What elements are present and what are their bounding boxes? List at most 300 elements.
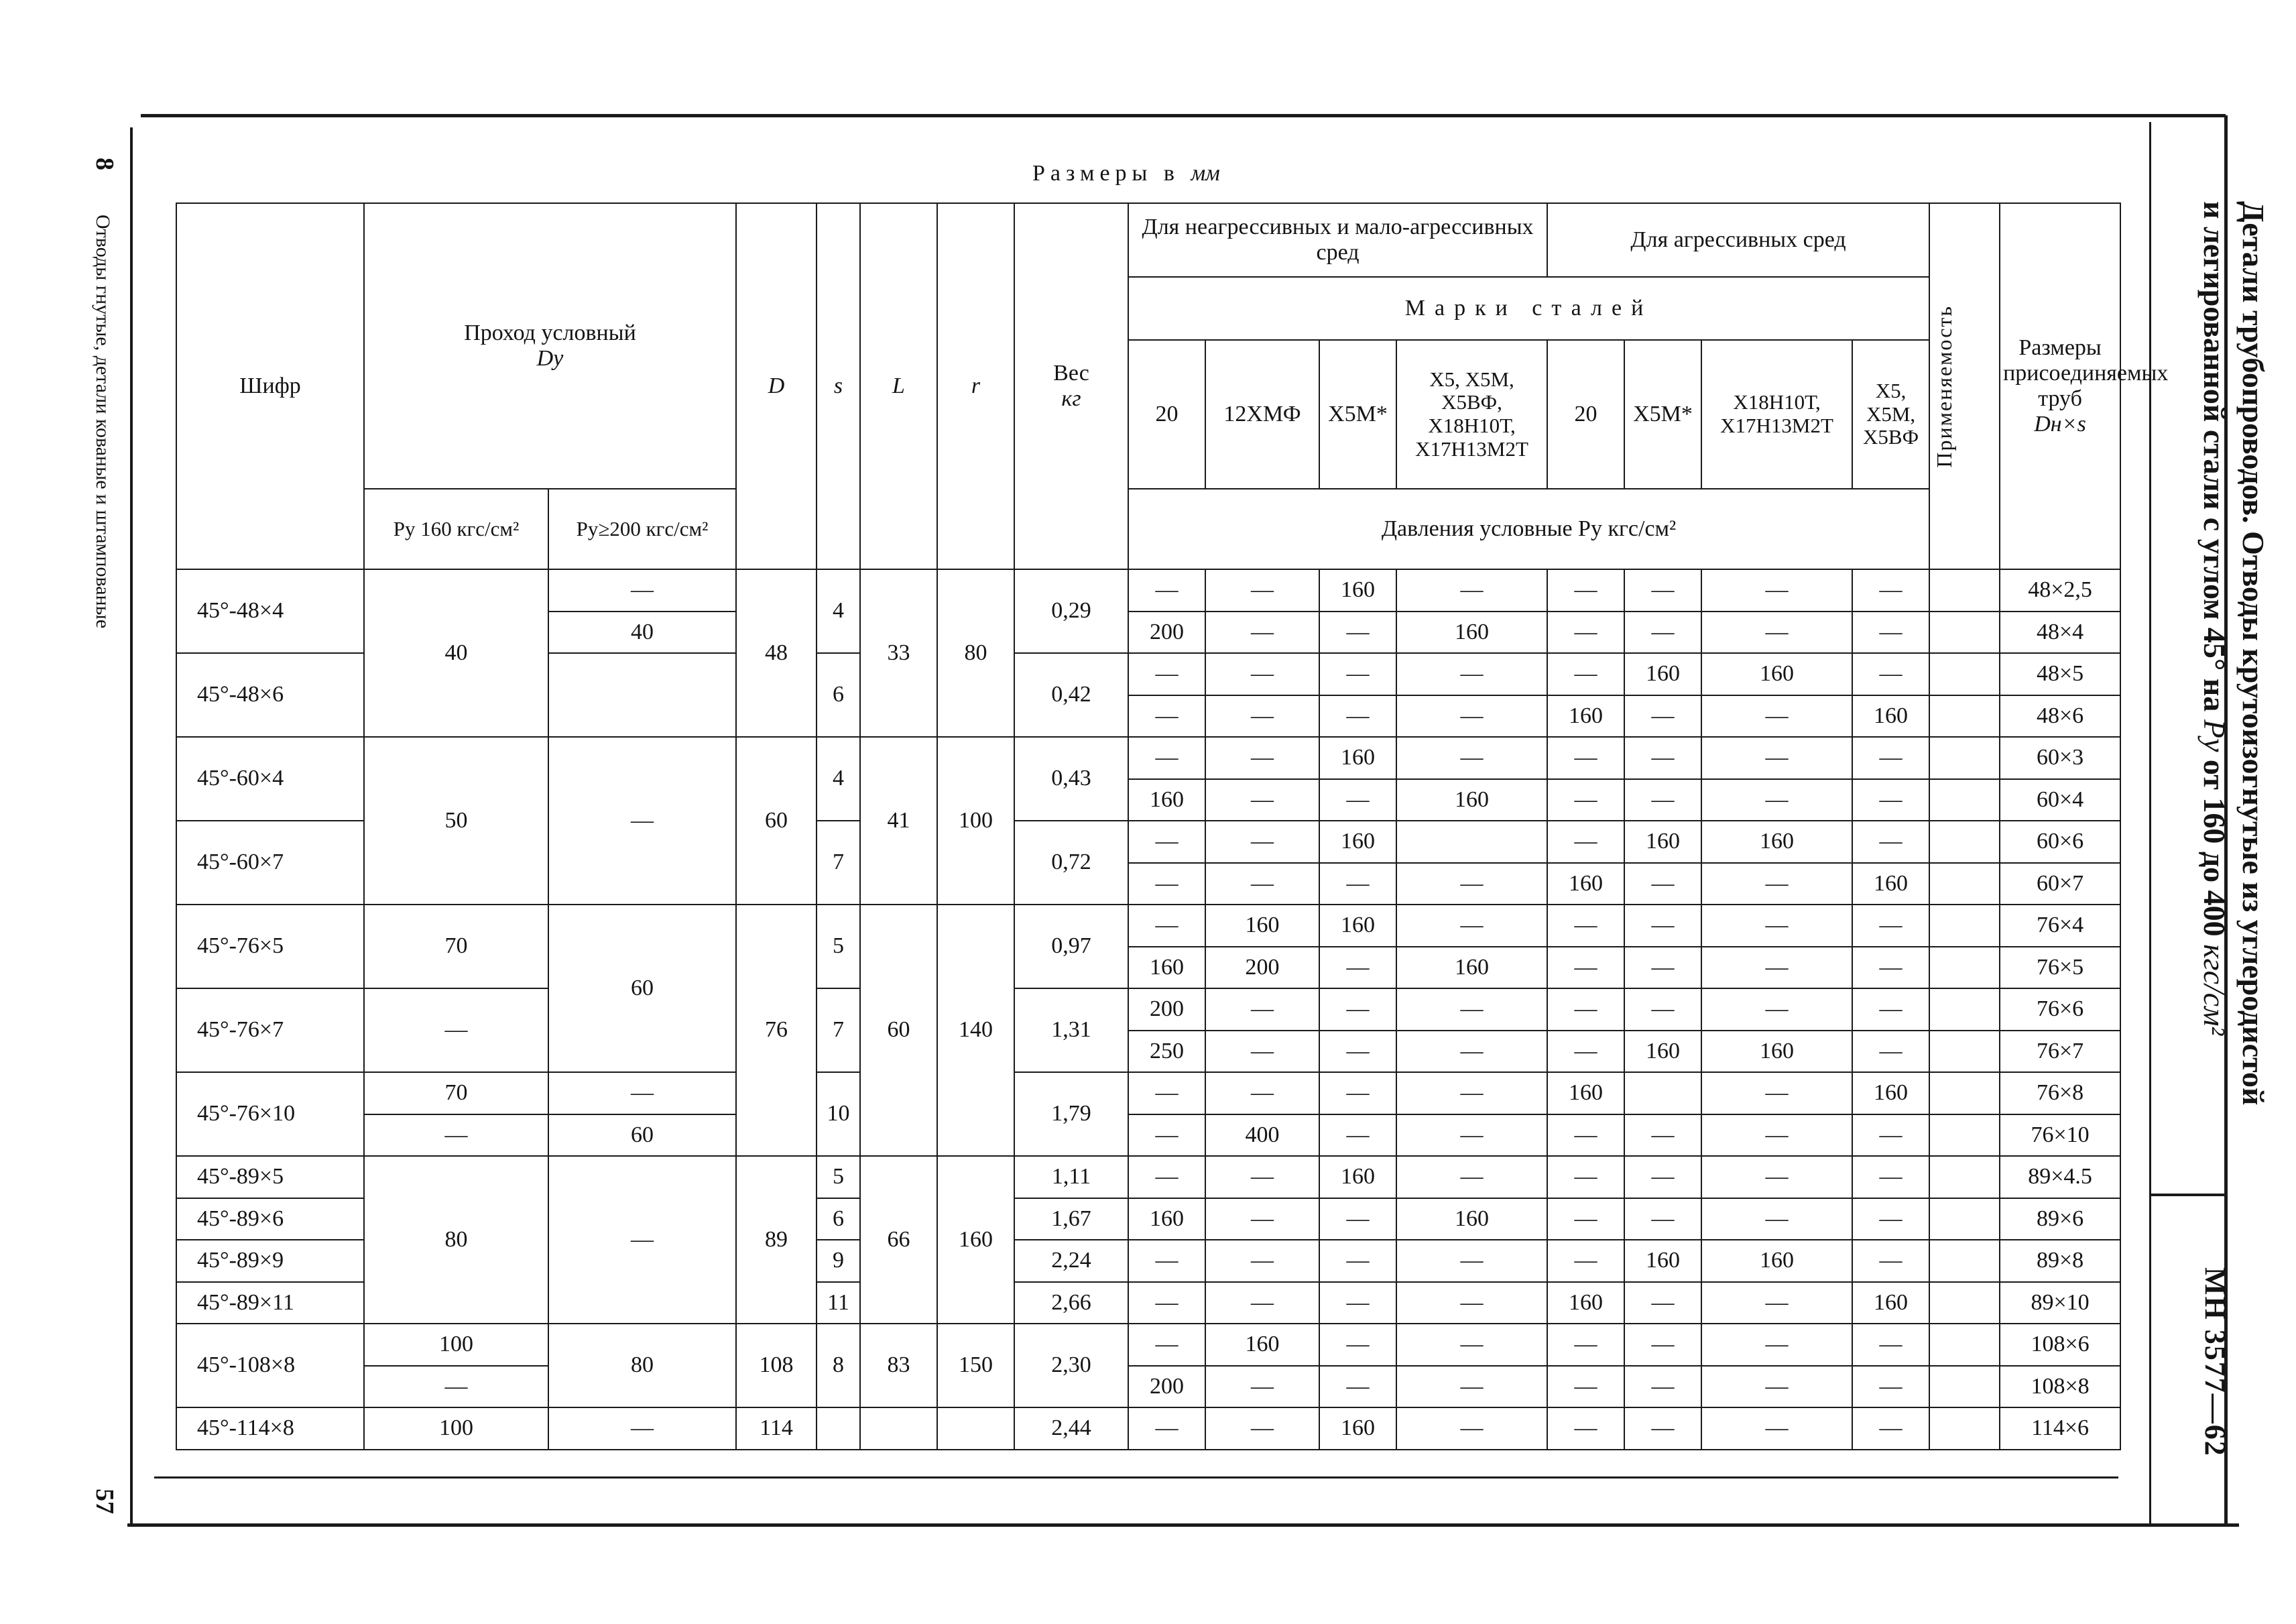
applicability-cell xyxy=(1929,569,2000,612)
header-pipe-sizes xyxy=(2000,203,2169,569)
pipe-size-cell: 60×6 xyxy=(2000,821,2120,863)
pressure-cell: — xyxy=(1396,1282,1547,1324)
applicability-cell xyxy=(1929,1031,2000,1073)
cipher-cell: 45°-89×5 xyxy=(176,1156,364,1198)
pressure-cell: 160 xyxy=(1701,1031,1852,1073)
pressure-cell: — xyxy=(1396,1407,1547,1450)
pressure-cell: — xyxy=(1128,1324,1205,1366)
s-cell: 4 xyxy=(817,737,860,821)
pipe-size-cell: 89×10 xyxy=(2000,1282,2120,1324)
pipe-size-cell: 48×6 xyxy=(2000,695,2120,738)
document-code: МН 3577—62 xyxy=(2199,1267,2232,1457)
header-py200: Pу≥200 кгс/см² xyxy=(548,489,736,569)
pressure-cell: — xyxy=(1396,653,1547,695)
pressure-cell: — xyxy=(1624,612,1701,654)
weight-cell: 1,67 xyxy=(1014,1198,1128,1240)
weight-cell: 0,72 xyxy=(1014,821,1128,905)
pressure-cell: — xyxy=(1547,1324,1624,1366)
pressure-cell: — xyxy=(1128,1240,1205,1282)
pipe-size-cell: 108×6 xyxy=(2000,1324,2120,1366)
cipher-cell: 45°-60×7 xyxy=(176,821,364,905)
pressure-cell: 160 xyxy=(1205,905,1319,947)
header-r: r xyxy=(937,203,1014,569)
cipher-cell: 45°-114×8 xyxy=(176,1407,364,1450)
pressure-cell: — xyxy=(1205,1072,1319,1114)
pressure-cell: 160 xyxy=(1319,1156,1396,1198)
r-cell: 80 xyxy=(937,569,1014,737)
pressure-cell: — xyxy=(1205,779,1319,821)
pressure-cell: — xyxy=(1205,1198,1319,1240)
r-cell: 160 xyxy=(937,1156,1014,1324)
pressure-cell: — xyxy=(1547,737,1624,779)
applicability-cell xyxy=(1929,1282,2000,1324)
s-cell: 9 xyxy=(817,1240,860,1282)
cipher-cell: 45°-48×6 xyxy=(176,653,364,737)
pressure-cell: — xyxy=(1205,653,1319,695)
weight-cell: 2,44 xyxy=(1014,1407,1128,1450)
grade-4: 20 xyxy=(1547,340,1624,489)
pipe-size-cell: 60×3 xyxy=(2000,737,2120,779)
dimensions-caption-unit: мм xyxy=(1191,161,1220,186)
pipe-size-cell: 76×10 xyxy=(2000,1114,2120,1157)
pressure-cell: — xyxy=(1852,779,1929,821)
D-cell: 60 xyxy=(736,737,817,905)
pressure-cell: — xyxy=(1701,569,1852,612)
pressure-cell: 160 xyxy=(1319,737,1396,779)
title-line-2 xyxy=(2195,201,2234,1341)
pressure-cell: 160 xyxy=(1128,779,1205,821)
dy160-cell: — xyxy=(364,1114,548,1157)
applicability-cell xyxy=(1929,612,2000,654)
pressure-cell: — xyxy=(1396,1324,1547,1366)
pressure-cell: — xyxy=(1319,988,1396,1031)
grade-1: 12ХМФ xyxy=(1205,340,1319,489)
applicability-cell xyxy=(1929,905,2000,947)
pressure-cell: 160 xyxy=(1396,947,1547,989)
dimensions-caption-text: Размеры в xyxy=(1032,161,1180,186)
cipher-cell: 45°-60×4 xyxy=(176,737,364,821)
applicability-cell xyxy=(1929,1407,2000,1450)
table-row xyxy=(176,905,2120,947)
table-bottom-rule xyxy=(154,1476,2118,1478)
section-title: Отводы гнутые, детали кованые и штампованые xyxy=(92,215,114,629)
pressure-cell: — xyxy=(1701,1072,1852,1114)
L-cell: 83 xyxy=(860,1324,937,1407)
dy200-cell: — xyxy=(548,1407,736,1450)
pressure-cell: — xyxy=(1852,737,1929,779)
pressure-cell: — xyxy=(1547,1240,1624,1282)
s-cell: 5 xyxy=(817,1156,860,1198)
title-line-2-text: и легированной стали с углом 45° на xyxy=(2197,201,2232,712)
grade-0: 20 xyxy=(1128,340,1205,489)
s-cell: 4 xyxy=(817,569,860,653)
pressure-cell: — xyxy=(1547,988,1624,1031)
elbow-dimensions-table xyxy=(176,202,2169,1450)
dy160-cell: — xyxy=(364,1366,548,1408)
pressure-cell: 160 xyxy=(1624,653,1701,695)
dy160-cell: 70 xyxy=(364,905,548,988)
pressure-cell: — xyxy=(1128,695,1205,738)
pressure-cell: — xyxy=(1319,1114,1396,1157)
page-number-bottom: 57 xyxy=(90,1489,119,1514)
pressure-cell: — xyxy=(1319,1324,1396,1366)
pressure-cell: — xyxy=(1396,988,1547,1031)
dy160-cell: 100 xyxy=(364,1324,548,1366)
header-s: s xyxy=(817,203,860,569)
dy200-cell: 60 xyxy=(548,1114,736,1157)
dy160-cell: 70 xyxy=(364,1072,548,1114)
dimensions-caption xyxy=(1032,161,1220,186)
pressure-cell: 160 xyxy=(1319,821,1396,863)
pressure-cell: — xyxy=(1547,1156,1624,1198)
pipe-size-cell: 48×5 xyxy=(2000,653,2120,695)
pressure-cell: — xyxy=(1852,612,1929,654)
weight-cell: 0,42 xyxy=(1014,653,1128,737)
header-weight xyxy=(1014,203,1128,569)
header-L: L xyxy=(860,203,937,569)
table-body xyxy=(176,569,2120,1450)
pipe-size-cell: 76×5 xyxy=(2000,947,2120,989)
pressure-cell: — xyxy=(1319,1240,1396,1282)
pressure-cell: — xyxy=(1547,1366,1624,1408)
pressure-cell: — xyxy=(1128,863,1205,905)
L-cell: 33 xyxy=(860,569,937,737)
pressure-cell: — xyxy=(1852,653,1929,695)
pressure-cell: 200 xyxy=(1128,1366,1205,1408)
pressure-cell: — xyxy=(1624,695,1701,738)
title-pressure-symbol: Py xyxy=(2197,719,2232,752)
pressure-cell: — xyxy=(1547,905,1624,947)
applicability-cell xyxy=(1929,695,2000,738)
pressure-cell: — xyxy=(1624,737,1701,779)
pressure-cell: — xyxy=(1128,737,1205,779)
header-passage-symbol: Dу xyxy=(536,346,564,371)
pressure-cell: — xyxy=(1701,1156,1852,1198)
pipe-size-cell: 108×8 xyxy=(2000,1366,2120,1408)
pipe-size-cell: 89×4.5 xyxy=(2000,1156,2120,1198)
pressure-cell: 160 xyxy=(1624,821,1701,863)
pressure-cell: 160 xyxy=(1319,569,1396,612)
header-conditional-pressure: Давления условные Pу кгс/см² xyxy=(1128,489,1929,569)
pressure-cell: 160 xyxy=(1547,863,1624,905)
header-applicability-text: Применяемость xyxy=(1932,304,1957,468)
pressure-cell: — xyxy=(1624,1198,1701,1240)
table-row xyxy=(176,1366,2120,1408)
pressure-cell: — xyxy=(1319,612,1396,654)
pressure-cell: — xyxy=(1319,947,1396,989)
pressure-cell: — xyxy=(1547,1198,1624,1240)
s-cell: 6 xyxy=(817,1198,860,1240)
pipe-size-cell: 76×8 xyxy=(2000,1072,2120,1114)
pressure-cell: 160 xyxy=(1319,905,1396,947)
cipher-cell: 45°-76×5 xyxy=(176,905,364,988)
L-cell: 66 xyxy=(860,1156,937,1324)
D-cell: 76 xyxy=(736,905,817,1156)
table-row xyxy=(176,737,2120,779)
s-cell: 8 xyxy=(817,1324,860,1407)
pressure-cell: — xyxy=(1205,569,1319,612)
applicability-cell xyxy=(1929,779,2000,821)
pressure-cell: — xyxy=(1624,947,1701,989)
header-D: D xyxy=(736,203,817,569)
pressure-cell: — xyxy=(1319,1366,1396,1408)
weight-cell: 0,29 xyxy=(1014,569,1128,653)
pressure-cell: — xyxy=(1547,821,1624,863)
dy200-cell: — xyxy=(548,569,736,612)
pipe-size-cell: 48×4 xyxy=(2000,612,2120,654)
pressure-cell: — xyxy=(1701,1282,1852,1324)
pressure-cell: 160 xyxy=(1396,779,1547,821)
pressure-cell: — xyxy=(1852,1198,1929,1240)
pressure-cell: — xyxy=(1624,779,1701,821)
header-weight-unit: кг xyxy=(1061,386,1081,411)
cipher-cell: 45°-89×6 xyxy=(176,1198,364,1240)
header-pipe-sizes-symbol: Dн×s xyxy=(2034,412,2086,437)
dy200-cell: — xyxy=(548,737,736,905)
header-passage-text: Проход условный xyxy=(464,320,636,345)
weight-cell: 1,11 xyxy=(1014,1156,1128,1198)
table-row xyxy=(176,569,2120,612)
pressure-cell: — xyxy=(1547,653,1624,695)
pressure-cell: — xyxy=(1128,1282,1205,1324)
pressure-cell: — xyxy=(1701,695,1852,738)
pressure-cell: — xyxy=(1852,569,1929,612)
pressure-cell: 160 xyxy=(1547,695,1624,738)
pressure-cell: 160 xyxy=(1701,1240,1852,1282)
top-frame-line xyxy=(141,114,2226,117)
pressure-cell: 160 xyxy=(1852,863,1929,905)
pressure-cell: — xyxy=(1128,821,1205,863)
pressure-cell xyxy=(1396,821,1547,863)
table-row xyxy=(176,1324,2120,1366)
r-cell xyxy=(937,1407,1014,1450)
dy160-cell: 100 xyxy=(364,1407,548,1450)
header-aggressive: Для агрессивных сред xyxy=(1547,203,1929,277)
pressure-cell: — xyxy=(1852,1324,1929,1366)
pressure-cell: — xyxy=(1701,1198,1852,1240)
pressure-cell: — xyxy=(1547,569,1624,612)
pressure-cell: — xyxy=(1701,1324,1852,1366)
pressure-cell: 160 xyxy=(1547,1072,1624,1114)
pressure-cell: — xyxy=(1319,1072,1396,1114)
header-pipe-sizes-text: Размеры присоединяемых труб xyxy=(2003,335,2169,411)
dy160-cell: 80 xyxy=(364,1156,548,1324)
pressure-cell: — xyxy=(1205,1240,1319,1282)
cipher-cell: 45°-76×10 xyxy=(176,1072,364,1156)
document-title xyxy=(2195,201,2273,1341)
header-py160: Pу 160 кгс/см² xyxy=(364,489,548,569)
applicability-cell xyxy=(1929,947,2000,989)
cipher-cell: 45°-89×9 xyxy=(176,1240,364,1282)
pressure-cell: — xyxy=(1547,612,1624,654)
pipe-size-cell: 76×7 xyxy=(2000,1031,2120,1073)
pressure-cell: — xyxy=(1624,1156,1701,1198)
weight-cell: 0,43 xyxy=(1014,737,1128,821)
pressure-cell: 160 xyxy=(1128,1198,1205,1240)
pressure-cell: 160 xyxy=(1852,1072,1929,1114)
dy200-cell: 60 xyxy=(548,905,736,1072)
dy160-cell: 40 xyxy=(364,569,548,737)
cipher-cell: 45°-108×8 xyxy=(176,1324,364,1407)
pressure-cell: — xyxy=(1396,569,1547,612)
pressure-cell: — xyxy=(1128,905,1205,947)
r-cell: 140 xyxy=(937,905,1014,1156)
pressure-cell: — xyxy=(1128,1156,1205,1198)
pressure-cell: — xyxy=(1205,1156,1319,1198)
pipe-size-cell: 76×4 xyxy=(2000,905,2120,947)
pressure-cell: — xyxy=(1852,905,1929,947)
title-unit: кгс/см² xyxy=(2197,944,2232,1036)
table-row xyxy=(176,988,2120,1031)
pressure-cell: — xyxy=(1396,1366,1547,1408)
weight-cell: 2,30 xyxy=(1014,1324,1128,1407)
pressure-cell: — xyxy=(1624,988,1701,1031)
D-cell: 48 xyxy=(736,569,817,737)
dy160-cell: 50 xyxy=(364,737,548,905)
table-row xyxy=(176,1156,2120,1198)
table-row xyxy=(176,1114,2120,1157)
D-cell: 114 xyxy=(736,1407,817,1450)
pressure-cell: — xyxy=(1319,1282,1396,1324)
pressure-cell: — xyxy=(1701,1366,1852,1408)
pressure-cell: — xyxy=(1396,1114,1547,1157)
applicability-cell xyxy=(1929,1198,2000,1240)
bottom-frame-line xyxy=(127,1523,2239,1527)
grade-6: Х18Н10Т, Х17Н13М2Т xyxy=(1701,340,1852,489)
pressure-cell: — xyxy=(1205,1366,1319,1408)
pressure-cell: — xyxy=(1319,653,1396,695)
pressure-cell: 400 xyxy=(1205,1114,1319,1157)
pressure-cell: — xyxy=(1852,1407,1929,1450)
applicability-cell xyxy=(1929,1114,2000,1157)
grade-5: Х5М* xyxy=(1624,340,1701,489)
pressure-cell: — xyxy=(1396,905,1547,947)
dy200-cell xyxy=(548,653,736,737)
pressure-cell: — xyxy=(1624,1324,1701,1366)
pressure-cell: 160 xyxy=(1319,1407,1396,1450)
applicability-cell xyxy=(1929,821,2000,863)
left-frame-line xyxy=(130,127,133,1525)
pressure-cell: — xyxy=(1547,1407,1624,1450)
applicability-cell xyxy=(1929,737,2000,779)
pressure-cell: — xyxy=(1205,1282,1319,1324)
pipe-size-cell: 89×6 xyxy=(2000,1198,2120,1240)
header-passage xyxy=(364,203,736,489)
pressure-cell: — xyxy=(1396,863,1547,905)
pressure-cell: — xyxy=(1547,779,1624,821)
cipher-cell: 45°-89×11 xyxy=(176,1282,364,1324)
s-cell: 7 xyxy=(817,821,860,905)
pressure-cell: — xyxy=(1128,1114,1205,1157)
pressure-cell: — xyxy=(1128,653,1205,695)
title-line-2-tail: от 160 до 400 xyxy=(2197,759,2232,937)
pressure-cell: — xyxy=(1205,863,1319,905)
pipe-size-cell: 60×4 xyxy=(2000,779,2120,821)
applicability-cell xyxy=(1929,1156,2000,1198)
pressure-cell: — xyxy=(1128,1407,1205,1450)
pressure-cell: — xyxy=(1205,1407,1319,1450)
pressure-cell: — xyxy=(1547,947,1624,989)
header-non-aggressive: Для неагрессивных и мало-агрессивных сред xyxy=(1128,203,1547,277)
grade-2: Х5М* xyxy=(1319,340,1396,489)
pressure-cell: — xyxy=(1205,1031,1319,1073)
pressure-cell: 160 xyxy=(1547,1282,1624,1324)
pressure-cell: 160 xyxy=(1205,1324,1319,1366)
pipe-size-cell: 89×8 xyxy=(2000,1240,2120,1282)
pressure-cell: — xyxy=(1701,905,1852,947)
L-cell xyxy=(860,1407,937,1450)
pressure-cell: 160 xyxy=(1128,947,1205,989)
pressure-cell: 160 xyxy=(1624,1031,1701,1073)
dy200-cell: 40 xyxy=(548,612,736,654)
applicability-cell xyxy=(1929,1366,2000,1408)
pressure-cell: — xyxy=(1701,1114,1852,1157)
applicability-cell xyxy=(1929,1240,2000,1282)
pressure-cell: — xyxy=(1624,1366,1701,1408)
applicability-cell xyxy=(1929,863,2000,905)
dy160-cell: — xyxy=(364,988,548,1072)
s-cell: 10 xyxy=(817,1072,860,1156)
pressure-cell: — xyxy=(1624,1282,1701,1324)
weight-cell: 0,97 xyxy=(1014,905,1128,988)
pressure-cell: — xyxy=(1624,863,1701,905)
pressure-cell: — xyxy=(1396,1031,1547,1073)
pipe-size-cell: 60×7 xyxy=(2000,863,2120,905)
pressure-cell: 160 xyxy=(1701,821,1852,863)
pressure-cell: — xyxy=(1701,1407,1852,1450)
header-cipher: Шифр xyxy=(176,203,364,569)
pressure-cell: — xyxy=(1319,1031,1396,1073)
pressure-cell: — xyxy=(1852,988,1929,1031)
dy200-cell: — xyxy=(548,1156,736,1324)
pressure-cell: — xyxy=(1396,737,1547,779)
pressure-cell: — xyxy=(1852,947,1929,989)
s-cell: 7 xyxy=(817,988,860,1072)
pipe-size-cell: 76×6 xyxy=(2000,988,2120,1031)
pressure-cell: 250 xyxy=(1128,1031,1205,1073)
page-number-top: 8 xyxy=(90,158,119,170)
pressure-cell: — xyxy=(1205,988,1319,1031)
pressure-cell: 200 xyxy=(1128,988,1205,1031)
pressure-cell: 160 xyxy=(1396,612,1547,654)
pressure-cell xyxy=(1624,1072,1701,1114)
pressure-cell: — xyxy=(1852,1240,1929,1282)
pressure-cell: 160 xyxy=(1396,1198,1547,1240)
pressure-cell: — xyxy=(1701,737,1852,779)
D-cell: 89 xyxy=(736,1156,817,1324)
weight-cell: 1,31 xyxy=(1014,988,1128,1072)
pressure-cell: — xyxy=(1319,1198,1396,1240)
pressure-cell: — xyxy=(1319,695,1396,738)
applicability-cell xyxy=(1929,1072,2000,1114)
grade-3: Х5, Х5М, Х5ВФ, Х18Н10Т, Х17Н13М2Т xyxy=(1396,340,1547,489)
weight-cell: 2,66 xyxy=(1014,1282,1128,1324)
pressure-cell: — xyxy=(1205,821,1319,863)
weight-cell: 2,24 xyxy=(1014,1240,1128,1282)
pressure-cell: — xyxy=(1852,1366,1929,1408)
pressure-cell: 160 xyxy=(1852,695,1929,738)
pressure-cell: — xyxy=(1396,1072,1547,1114)
header-steel-grades: Марки сталей xyxy=(1128,277,1929,340)
pressure-cell: — xyxy=(1701,612,1852,654)
header-applicability xyxy=(1929,203,2000,569)
cipher-cell: 45°-76×7 xyxy=(176,988,364,1072)
table-row xyxy=(176,1407,2120,1450)
pressure-cell: 160 xyxy=(1624,1240,1701,1282)
pressure-cell: — xyxy=(1852,1031,1929,1073)
pressure-cell: — xyxy=(1396,1156,1547,1198)
grade-7: Х5, Х5М, Х5ВФ xyxy=(1852,340,1929,489)
